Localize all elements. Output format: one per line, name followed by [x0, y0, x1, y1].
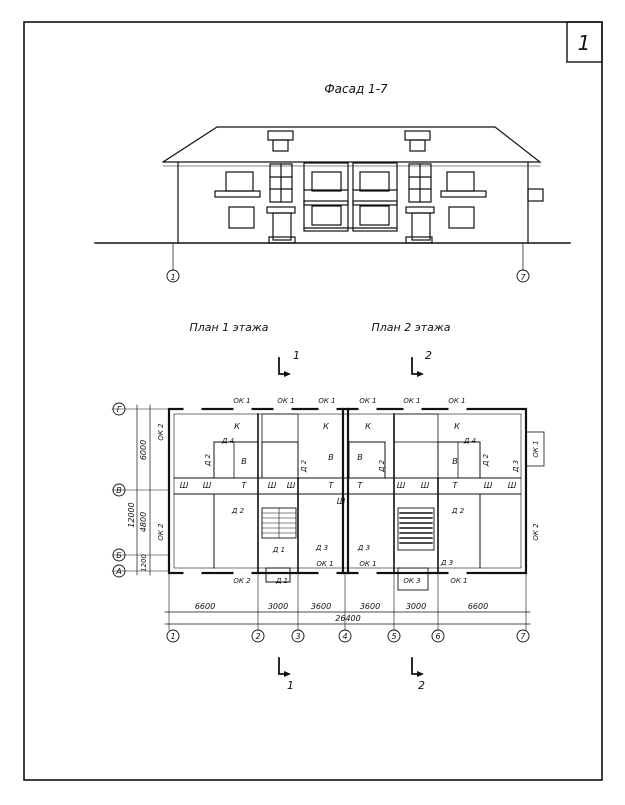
room-tag: Т: [328, 481, 334, 490]
facade-axis-1-label: 1: [170, 273, 176, 282]
room-tag: К: [454, 422, 460, 431]
door-tag: Д 3: [440, 559, 454, 567]
dimension-label: 3600: [359, 602, 381, 611]
facade-axis-7-label: 7: [520, 273, 526, 282]
window-tag: ОК 2: [233, 577, 251, 585]
room-tag: К: [365, 422, 371, 431]
floor-plan: [112, 405, 544, 630]
window-tag: ОК 1: [448, 397, 466, 405]
col-axis-label: 4: [342, 632, 348, 641]
col-axis-label: 7: [520, 632, 526, 641]
plan1-title: План 1 этажа: [189, 321, 269, 334]
facade-title: Фасад 1-7: [324, 82, 388, 96]
row-axis-label: Г: [116, 405, 122, 414]
room-tag: Ш: [420, 481, 430, 490]
window-tag: ОК 1: [532, 440, 540, 458]
room-tag: Ш: [267, 481, 277, 490]
room-tag: Ш: [396, 481, 406, 490]
room-tag: Ш: [483, 481, 493, 490]
section-label-2-bottom: 2: [418, 679, 425, 692]
window-tag: ОК 1: [277, 397, 295, 405]
window-tag: ОК 2: [157, 523, 165, 541]
door-tag: Д 2: [231, 507, 245, 515]
window-tag: ОК 1: [359, 397, 377, 405]
room-tag: Ш: [286, 481, 296, 490]
section-markers: [279, 358, 421, 674]
room-tag: Ш: [179, 481, 189, 490]
door-tag: Д 4: [221, 437, 235, 445]
door-tag: Д 1: [275, 577, 289, 585]
row-axis-label: Б: [116, 551, 122, 560]
col-axis-label: 5: [391, 632, 397, 641]
room-tag: Ш: [507, 481, 517, 490]
door-tag: Д 1: [272, 546, 286, 554]
room-tag: Т: [452, 481, 458, 490]
room-tag: В: [357, 453, 363, 462]
dimension-left-label: 4800: [139, 511, 148, 533]
row-axis-label: А: [116, 567, 122, 576]
door-tag: Д 4: [463, 437, 477, 445]
row-axis-label: В: [116, 486, 122, 495]
window-tag: ОК 1: [233, 397, 251, 405]
door-tag: Д 2: [378, 459, 386, 473]
window-tag: ОК 1: [318, 397, 336, 405]
dimension-label: 3000: [405, 602, 427, 611]
section-label-2-top: 2: [425, 349, 432, 362]
room-tag: Ш: [202, 481, 212, 490]
room-tag: К: [234, 422, 240, 431]
window-tag: ОК 1: [359, 560, 377, 568]
door-tag: Д 2: [482, 453, 490, 467]
col-axis-label: 3: [295, 632, 301, 641]
dimension-label: 3000: [267, 602, 289, 611]
dimension-label: 6600: [194, 602, 216, 611]
sheet-frame: [24, 22, 602, 780]
window-tag: ОК 1: [450, 577, 468, 585]
dimension-total-label: 26400: [335, 614, 361, 623]
dimension-left-label: 6000: [139, 439, 148, 461]
dimension-left-total-label: 12000: [127, 502, 136, 528]
room-tag: В: [452, 457, 458, 466]
facade-elevation: [95, 127, 570, 282]
door-tag: Д 2: [204, 453, 212, 467]
col-axis-label: 6: [435, 632, 441, 641]
window-tag: ОК 2: [157, 423, 165, 441]
room-tag: Т: [357, 481, 363, 490]
door-tag: Д 3: [315, 544, 329, 552]
door-tag: Д 3: [512, 459, 520, 473]
room-tag: В: [241, 457, 247, 466]
door-tag: Д 2: [451, 507, 465, 515]
window-tag: ОК 1: [403, 397, 421, 405]
room-tag: Ш: [336, 497, 346, 506]
sheet-number: 1: [577, 31, 591, 55]
window-tag: ОК 2: [532, 523, 540, 541]
col-axis-label: 1: [170, 632, 176, 641]
window-tag: ОК 1: [316, 560, 334, 568]
room-tag: В: [328, 453, 334, 462]
section-label-1-top: 1: [293, 349, 300, 362]
door-tag: Д 2: [300, 459, 308, 473]
door-tag: Д 3: [357, 544, 371, 552]
col-axis-label: 2: [255, 632, 261, 641]
plan2-title: План 2 этажа: [371, 321, 451, 334]
window-tag: ОК 3: [403, 577, 421, 585]
dimension-label: 3600: [310, 602, 332, 611]
room-tag: Т: [241, 481, 247, 490]
dimension-left-label: 1200: [140, 554, 148, 572]
section-label-1-bottom: 1: [287, 679, 294, 692]
room-tag: К: [323, 422, 329, 431]
dimension-label: 6600: [467, 602, 489, 611]
